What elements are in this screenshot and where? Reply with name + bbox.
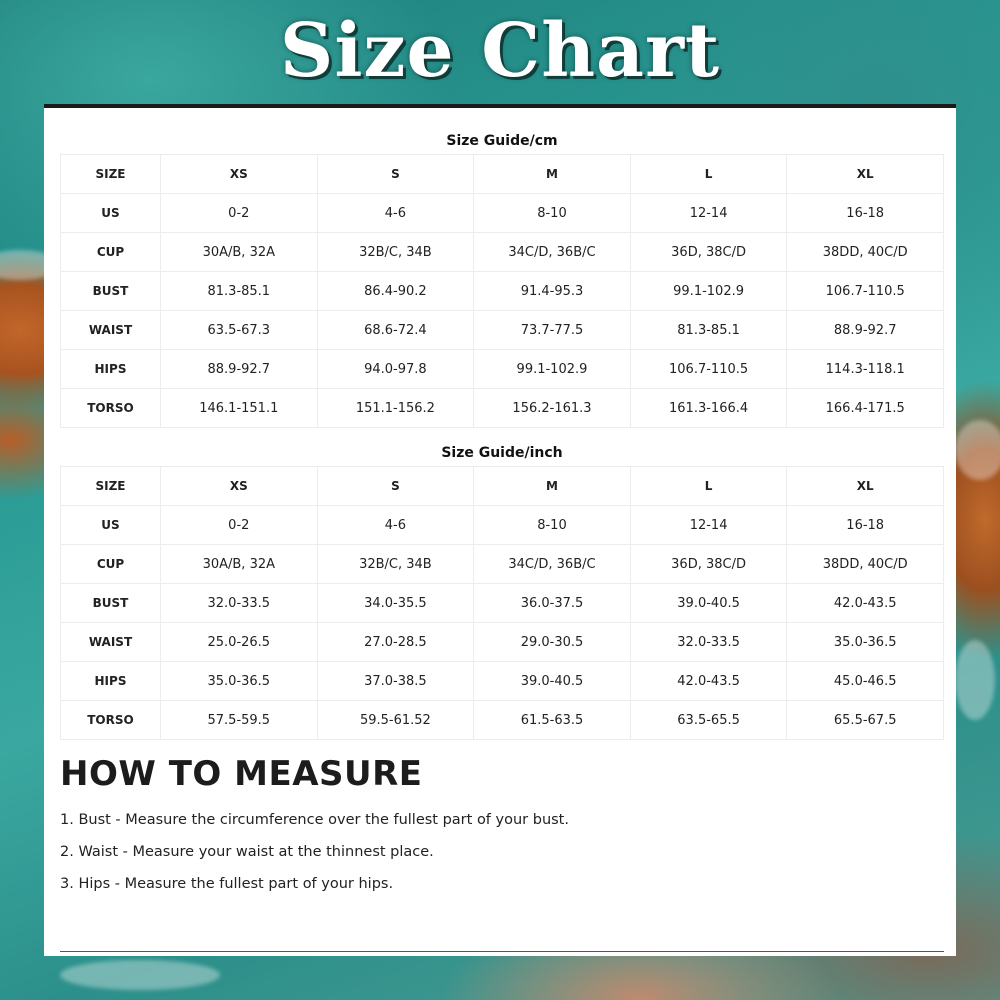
cm-size-table bbox=[60, 154, 944, 428]
table-cell: S bbox=[317, 467, 474, 506]
row-label: SIZE bbox=[61, 155, 161, 194]
table-cell: 151.1-156.2 bbox=[317, 389, 474, 428]
table-cell: 38DD, 40C/D bbox=[787, 233, 944, 272]
table-cell: 32.0-33.5 bbox=[161, 584, 318, 623]
bottom-divider bbox=[60, 951, 944, 952]
row-label: WAIST bbox=[61, 311, 161, 350]
table-cell: 8-10 bbox=[474, 506, 631, 545]
table-cell: 34C/D, 36B/C bbox=[474, 545, 631, 584]
table-row bbox=[61, 233, 944, 272]
table-cell: 156.2-161.3 bbox=[474, 389, 631, 428]
table-cell: 35.0-36.5 bbox=[161, 662, 318, 701]
table-cell: 61.5-63.5 bbox=[474, 701, 631, 740]
row-label: CUP bbox=[61, 233, 161, 272]
table-cell: 36D, 38C/D bbox=[630, 233, 787, 272]
table-cell: 91.4-95.3 bbox=[474, 272, 631, 311]
table-cell: 30A/B, 32A bbox=[161, 545, 318, 584]
table-cell: 68.6-72.4 bbox=[317, 311, 474, 350]
table-cell: 37.0-38.5 bbox=[317, 662, 474, 701]
table-row bbox=[61, 311, 944, 350]
table-cell: 73.7-77.5 bbox=[474, 311, 631, 350]
table-cell: 38DD, 40C/D bbox=[787, 545, 944, 584]
table-cell: 88.9-92.7 bbox=[161, 350, 318, 389]
inch-size-table bbox=[60, 466, 944, 740]
row-label: BUST bbox=[61, 584, 161, 623]
row-label: BUST bbox=[61, 272, 161, 311]
table-cell: 65.5-67.5 bbox=[787, 701, 944, 740]
table-cell: XS bbox=[161, 467, 318, 506]
measure-step-waist: 2. Waist - Measure your waist at the thinnest place. bbox=[60, 844, 434, 860]
table-cell: 0-2 bbox=[161, 194, 318, 233]
background-foam bbox=[955, 640, 995, 720]
row-label: TORSO bbox=[61, 389, 161, 428]
how-to-measure-section bbox=[60, 754, 944, 900]
table-cell: L bbox=[630, 467, 787, 506]
table-header-row bbox=[61, 155, 944, 194]
table-cell: 27.0-28.5 bbox=[317, 623, 474, 662]
cm-guide-title: Size Guide/cm bbox=[446, 133, 558, 149]
table-cell: XL bbox=[787, 467, 944, 506]
table-row bbox=[61, 506, 944, 545]
table-cell: 36D, 38C/D bbox=[630, 545, 787, 584]
table-cell: 63.5-65.5 bbox=[630, 701, 787, 740]
table-cell: M bbox=[474, 155, 631, 194]
table-cell: 4-6 bbox=[317, 194, 474, 233]
table-cell: 30A/B, 32A bbox=[161, 233, 318, 272]
table-cell: 8-10 bbox=[474, 194, 631, 233]
table-row bbox=[61, 623, 944, 662]
table-cell: 42.0-43.5 bbox=[630, 662, 787, 701]
table-row bbox=[61, 350, 944, 389]
row-label: WAIST bbox=[61, 623, 161, 662]
table-cell: 146.1-151.1 bbox=[161, 389, 318, 428]
table-cell: 114.3-118.1 bbox=[787, 350, 944, 389]
table-cell: 81.3-85.1 bbox=[161, 272, 318, 311]
table-cell: XS bbox=[161, 155, 318, 194]
size-chart-card bbox=[44, 104, 956, 956]
table-cell: 29.0-30.5 bbox=[474, 623, 631, 662]
table-cell: 88.9-92.7 bbox=[787, 311, 944, 350]
table-cell: 45.0-46.5 bbox=[787, 662, 944, 701]
background-foam bbox=[60, 960, 220, 990]
table-row bbox=[61, 662, 944, 701]
measure-step-bust: 1. Bust - Measure the circumference over the fullest part of your bust. bbox=[60, 812, 569, 828]
measure-step-hips: 3. Hips - Measure the fullest part of your hips. bbox=[60, 876, 394, 892]
row-label: HIPS bbox=[61, 350, 161, 389]
table-cell: 99.1-102.9 bbox=[630, 272, 787, 311]
table-cell: 39.0-40.5 bbox=[474, 662, 631, 701]
table-cell: 57.5-59.5 bbox=[161, 701, 318, 740]
table-cell: 36.0-37.5 bbox=[474, 584, 631, 623]
table-row bbox=[61, 389, 944, 428]
table-row bbox=[61, 194, 944, 233]
table-cell: 59.5-61.52 bbox=[317, 701, 474, 740]
table-cell: 34.0-35.5 bbox=[317, 584, 474, 623]
table-cell: 94.0-97.8 bbox=[317, 350, 474, 389]
table-cell: 106.7-110.5 bbox=[787, 272, 944, 311]
table-row bbox=[61, 545, 944, 584]
table-cell: 42.0-43.5 bbox=[787, 584, 944, 623]
table-cell: 16-18 bbox=[787, 506, 944, 545]
row-label: SIZE bbox=[61, 467, 161, 506]
table-cell: 166.4-171.5 bbox=[787, 389, 944, 428]
row-label: HIPS bbox=[61, 662, 161, 701]
table-cell: 63.5-67.3 bbox=[161, 311, 318, 350]
table-cell: 161.3-166.4 bbox=[630, 389, 787, 428]
table-cell: 32B/C, 34B bbox=[317, 545, 474, 584]
table-row bbox=[61, 701, 944, 740]
table-cell: 4-6 bbox=[317, 506, 474, 545]
table-cell: M bbox=[474, 467, 631, 506]
table-cell: 106.7-110.5 bbox=[630, 350, 787, 389]
page-title: Size Chart bbox=[279, 8, 721, 94]
table-row bbox=[61, 272, 944, 311]
table-cell: 39.0-40.5 bbox=[630, 584, 787, 623]
table-cell: 12-14 bbox=[630, 506, 787, 545]
table-cell: 16-18 bbox=[787, 194, 944, 233]
table-cell: 35.0-36.5 bbox=[787, 623, 944, 662]
table-cell: S bbox=[317, 155, 474, 194]
row-label: US bbox=[61, 506, 161, 545]
background-foam bbox=[955, 420, 1000, 480]
table-cell: L bbox=[630, 155, 787, 194]
how-to-measure-heading: HOW TO MEASURE bbox=[60, 754, 423, 794]
table-cell: 81.3-85.1 bbox=[630, 311, 787, 350]
table-cell: 32.0-33.5 bbox=[630, 623, 787, 662]
table-cell: 0-2 bbox=[161, 506, 318, 545]
table-cell: XL bbox=[787, 155, 944, 194]
size-chart-content bbox=[60, 108, 944, 900]
table-header-row bbox=[61, 467, 944, 506]
table-cell: 99.1-102.9 bbox=[474, 350, 631, 389]
table-cell: 25.0-26.5 bbox=[161, 623, 318, 662]
row-label: US bbox=[61, 194, 161, 233]
row-label: TORSO bbox=[61, 701, 161, 740]
table-cell: 32B/C, 34B bbox=[317, 233, 474, 272]
row-label: CUP bbox=[61, 545, 161, 584]
inch-guide-title: Size Guide/inch bbox=[441, 445, 563, 461]
table-cell: 34C/D, 36B/C bbox=[474, 233, 631, 272]
table-cell: 12-14 bbox=[630, 194, 787, 233]
table-cell: 86.4-90.2 bbox=[317, 272, 474, 311]
table-row bbox=[61, 584, 944, 623]
